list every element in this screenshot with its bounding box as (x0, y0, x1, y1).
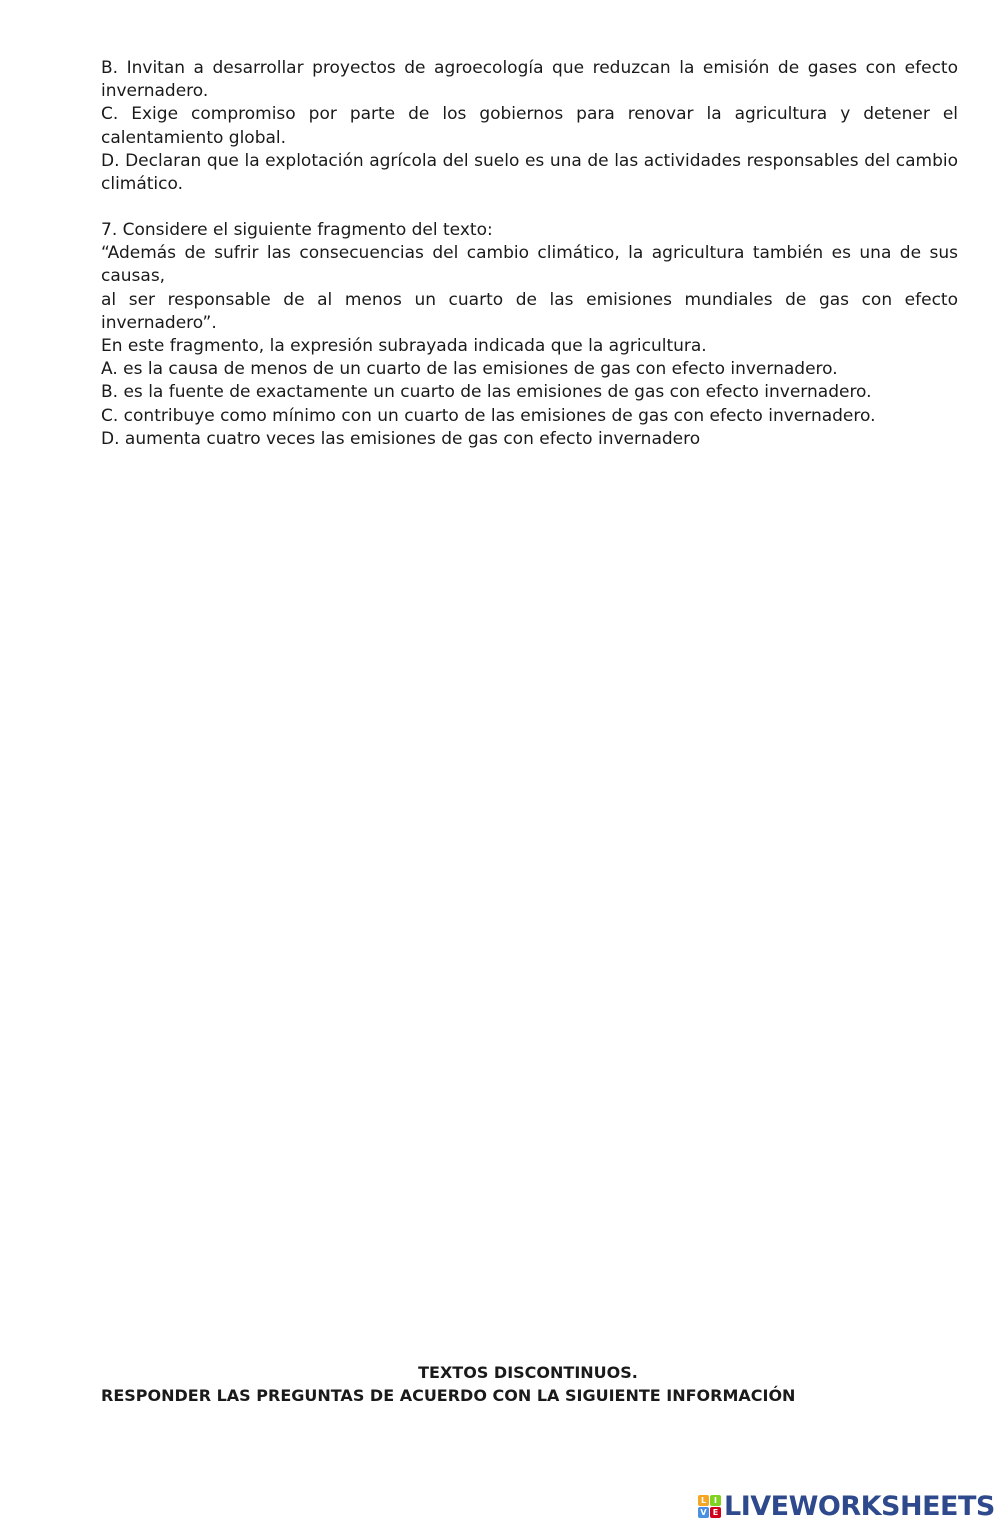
quote-line-2: al ser responsable de al menos un cuarto de las emisiones mundiales de gas con efecto invernadero”. (101, 289, 958, 333)
logo-mark-icon (698, 1495, 721, 1518)
logo-tile: I (710, 1495, 721, 1506)
question-6-options (101, 57, 958, 196)
logo-tile: E (710, 1507, 721, 1518)
logo-tile: V (698, 1507, 709, 1518)
option-d: D. Declaran que la explotación agrícola del suelo es una de las actividades responsables del cambio climático. (101, 150, 958, 195)
logo-tile: L (698, 1495, 709, 1506)
question-7-prompt: En este fragmento, la expresión subrayada indicada que la agricultura. (101, 336, 707, 357)
option-c: C. Exige compromiso por parte de los gobiernos para renovar la agricultura y detener el calentamiento global. (101, 104, 958, 148)
option-b: B. es la fuente de exactamente un cuarto de las emisiones de gas con efecto invernadero. (101, 382, 872, 403)
liveworksheets-logo (698, 1490, 995, 1522)
question-7 (101, 219, 958, 451)
option-c: C. contribuye como mínimo con un cuarto de las emisiones de gas con efecto invernadero. (101, 405, 876, 426)
quote-line-1: “Además de sufrir las consecuencias del cambio climático, la agricultura también es una de sus causas, (101, 243, 958, 287)
option-d: D. aumenta cuatro veces las emisiones de gas con efecto invernadero (101, 428, 701, 449)
question-7-intro: 7. Considere el siguiente fragmento del texto: (101, 220, 493, 240)
section-title: TEXTOS DISCONTINUOS. (418, 1363, 638, 1382)
option-b: B. Invitan a desarrollar proyectos de agroecología que reduzcan la emisión de gases con efecto invernadero. (101, 58, 958, 102)
option-a: A. es la causa de menos de un cuarto de las emisiones de gas con efecto invernadero. (101, 359, 838, 380)
section-instruction: RESPONDER LAS PREGUNTAS DE ACUERDO CON LA SIGUIENTE INFORMACIÓN (101, 1386, 796, 1405)
logo-text: LIVEWORKSHEETS (724, 1490, 995, 1522)
